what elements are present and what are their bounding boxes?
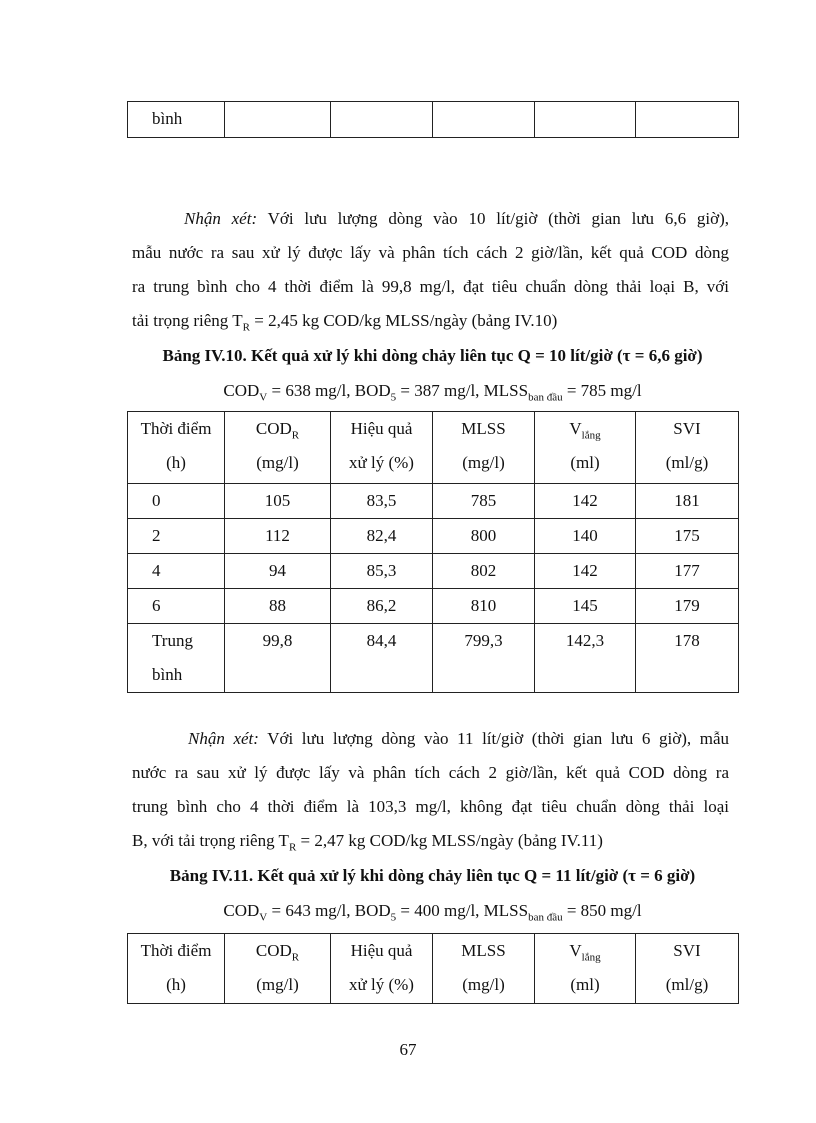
table-cell: 177 bbox=[636, 554, 739, 589]
paragraph-line: trung bình cho 4 thời điểm là 103,3 mg/l, không đạt tiêu chuẩn dòng thải loại bbox=[132, 797, 729, 816]
results-table-iv11 bbox=[127, 933, 739, 1004]
header-text: Thời điểm bbox=[140, 419, 212, 438]
table-cell bbox=[535, 102, 636, 138]
table-cell: 105 bbox=[225, 484, 331, 519]
table-cell: 142 bbox=[535, 554, 636, 589]
param-text: = 850 mg/l bbox=[562, 901, 642, 920]
table-cell: 140 bbox=[535, 519, 636, 554]
table-params-iv11 bbox=[127, 901, 738, 924]
paragraph-text: B, với tải trọng riêng T bbox=[132, 831, 289, 850]
header-text: xử lý (%) bbox=[349, 975, 414, 994]
header-cell bbox=[128, 934, 225, 1004]
subscript: 5 bbox=[390, 911, 397, 924]
table-cell bbox=[433, 102, 535, 138]
table-cell: 785 bbox=[433, 484, 535, 519]
table-header-row bbox=[128, 412, 739, 484]
paragraph-line bbox=[132, 824, 729, 858]
subscript: R bbox=[291, 429, 300, 442]
paragraph-text: Với lưu lượng dòng vào 10 lít/giờ (thời gian lưu 6,6 giờ), bbox=[257, 209, 729, 228]
header-text: (h) bbox=[166, 975, 186, 994]
subscript: R bbox=[288, 841, 297, 854]
header-cell bbox=[433, 934, 535, 1004]
header-text: COD bbox=[255, 419, 292, 438]
paragraph-line bbox=[132, 304, 729, 338]
subscript: lắng bbox=[581, 951, 601, 964]
table-cell bbox=[128, 624, 225, 693]
paragraph-text: = 2,45 kg COD/kg MLSS/ngày (bảng IV.10) bbox=[249, 311, 558, 330]
header-cell bbox=[535, 934, 636, 1004]
header-text: V bbox=[569, 419, 582, 438]
table-cell: 179 bbox=[636, 589, 739, 624]
table-cell: 2 bbox=[128, 519, 225, 554]
header-text: (ml/g) bbox=[665, 975, 709, 994]
table-cell: 99,8 bbox=[225, 624, 331, 693]
table-cell: 181 bbox=[636, 484, 739, 519]
param-text: = 400 mg/l, MLSS bbox=[396, 901, 529, 920]
subscript: lắng bbox=[581, 429, 601, 442]
row-label: bình bbox=[152, 665, 183, 684]
top-table-fragment bbox=[127, 101, 739, 138]
header-text: (mg/l) bbox=[256, 975, 299, 994]
header-cell bbox=[636, 412, 739, 484]
header-text: (mg/l) bbox=[462, 453, 505, 472]
table-cell: 0 bbox=[128, 484, 225, 519]
table-average-row bbox=[128, 624, 739, 693]
paragraph-line bbox=[132, 202, 729, 236]
table-row bbox=[128, 554, 739, 589]
table-params-iv10 bbox=[127, 381, 738, 404]
table-cell: 799,3 bbox=[433, 624, 535, 693]
header-text: SVI bbox=[673, 941, 701, 960]
header-text: COD bbox=[255, 941, 292, 960]
table-cell: 6 bbox=[128, 589, 225, 624]
subscript: V bbox=[259, 391, 268, 404]
paragraph-line: ra trung bình cho 4 thời điểm là 99,8 mg/l, đạt tiêu chuẩn dòng thải loại B, với bbox=[132, 277, 729, 296]
table-cell: 112 bbox=[225, 519, 331, 554]
header-cell bbox=[331, 934, 433, 1004]
header-cell bbox=[128, 412, 225, 484]
header-text: Thời điểm bbox=[140, 941, 212, 960]
paragraph-text: Với lưu lượng dòng vào 11 lít/giờ (thời gian lưu 6 giờ), mẫu bbox=[258, 729, 729, 748]
header-cell bbox=[636, 934, 739, 1004]
table-cell: 88 bbox=[225, 589, 331, 624]
table-caption-iv10: Bảng IV.10. Kết quả xử lý khi dòng chảy liên tục Q = 10 lít/giờ (τ = 6,6 giờ) bbox=[162, 346, 703, 365]
table-cell: 86,2 bbox=[331, 589, 433, 624]
header-text: (mg/l) bbox=[256, 453, 299, 472]
remark-label: Nhận xét: bbox=[184, 209, 258, 228]
table-cell: 175 bbox=[636, 519, 739, 554]
remark-label: Nhận xét: bbox=[188, 729, 259, 748]
header-text: MLSS bbox=[461, 941, 506, 960]
table-cell bbox=[636, 102, 739, 138]
header-text: MLSS bbox=[461, 419, 506, 438]
table-row bbox=[128, 102, 739, 138]
table-cell: 800 bbox=[433, 519, 535, 554]
subscript: ban đầu bbox=[528, 391, 563, 404]
table-cell bbox=[225, 102, 331, 138]
subscript: 5 bbox=[390, 391, 397, 404]
paragraph-line: nước ra sau xử lý được lấy và phân tích cách 2 giờ/lần, kết quả COD dòng ra bbox=[132, 763, 729, 782]
remark-paragraph-2 bbox=[132, 722, 729, 858]
header-text: (h) bbox=[166, 453, 186, 472]
table-cell bbox=[331, 102, 433, 138]
table-row bbox=[128, 519, 739, 554]
param-text: COD bbox=[223, 901, 260, 920]
table-cell: 142,3 bbox=[535, 624, 636, 693]
table-row bbox=[128, 484, 739, 519]
header-text: (ml/g) bbox=[665, 453, 709, 472]
header-cell bbox=[433, 412, 535, 484]
header-text: (ml) bbox=[570, 975, 600, 994]
subscript: R bbox=[242, 321, 250, 334]
header-cell bbox=[535, 412, 636, 484]
subscript: V bbox=[259, 911, 268, 924]
table-cell: 4 bbox=[128, 554, 225, 589]
param-text: = 785 mg/l bbox=[562, 381, 642, 400]
header-text: Hiệu quả bbox=[350, 419, 413, 438]
table-caption-iv11: Bảng IV.11. Kết quả xử lý khi dòng chảy liên tục Q = 11 lít/giờ (τ = 6 giờ) bbox=[169, 866, 696, 885]
header-text: Hiệu quả bbox=[350, 941, 413, 960]
results-table-iv10 bbox=[127, 411, 739, 693]
paragraph-line bbox=[132, 722, 729, 756]
table-header-row bbox=[128, 934, 739, 1004]
param-text: = 643 mg/l, BOD bbox=[267, 901, 391, 920]
subscript: R bbox=[291, 951, 300, 964]
header-text: SVI bbox=[673, 419, 701, 438]
table-cell: 94 bbox=[225, 554, 331, 589]
table-cell: bình bbox=[128, 102, 225, 138]
param-text: = 638 mg/l, BOD bbox=[267, 381, 391, 400]
row-label: Trung bbox=[152, 631, 193, 650]
table-cell: 178 bbox=[636, 624, 739, 693]
table-cell: 145 bbox=[535, 589, 636, 624]
table-cell: 82,4 bbox=[331, 519, 433, 554]
param-text: COD bbox=[223, 381, 260, 400]
page-number: 67 bbox=[399, 1040, 417, 1059]
paragraph-text: tải trọng riêng T bbox=[132, 311, 243, 330]
header-text: xử lý (%) bbox=[349, 453, 414, 472]
remark-paragraph-1 bbox=[132, 202, 729, 338]
subscript: ban đầu bbox=[528, 911, 563, 924]
table-row bbox=[128, 589, 739, 624]
table-cell: 802 bbox=[433, 554, 535, 589]
header-text: (ml) bbox=[570, 453, 600, 472]
table-cell: 810 bbox=[433, 589, 535, 624]
paragraph-line: mẫu nước ra sau xử lý được lấy và phân tích cách 2 giờ/lần, kết quả COD dòng bbox=[132, 243, 729, 262]
header-text: (mg/l) bbox=[462, 975, 505, 994]
table-cell: 142 bbox=[535, 484, 636, 519]
header-cell bbox=[225, 412, 331, 484]
table-cell: 84,4 bbox=[331, 624, 433, 693]
table-cell: 85,3 bbox=[331, 554, 433, 589]
header-cell bbox=[225, 934, 331, 1004]
paragraph-text: = 2,47 kg COD/kg MLSS/ngày (bảng IV.11) bbox=[296, 831, 603, 850]
header-cell bbox=[331, 412, 433, 484]
table-cell: 83,5 bbox=[331, 484, 433, 519]
param-text: = 387 mg/l, MLSS bbox=[396, 381, 529, 400]
header-text: V bbox=[569, 941, 582, 960]
